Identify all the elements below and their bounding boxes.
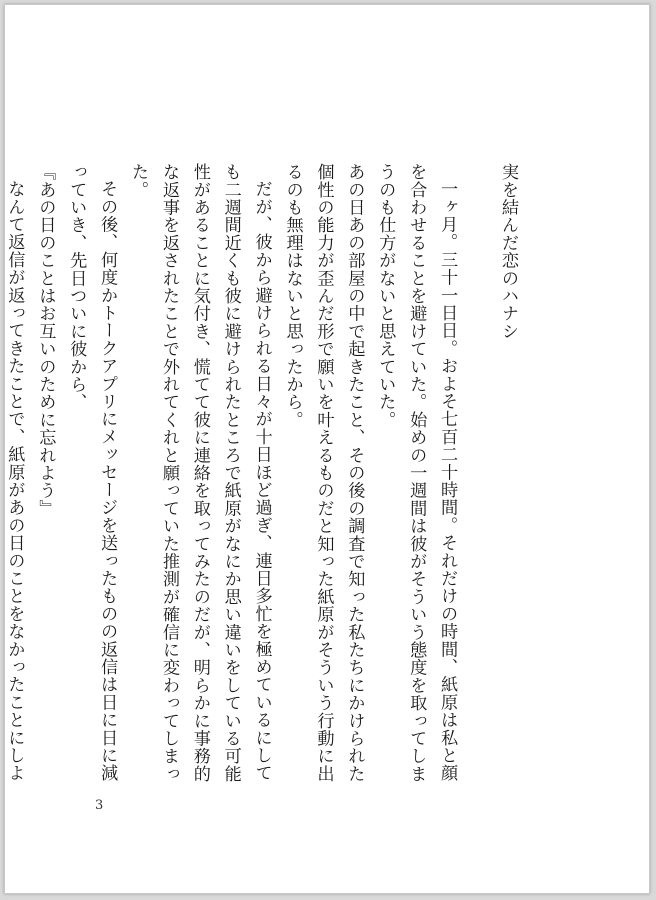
paragraph-2: あの日あの部屋の中で起きたこと、その後の調査で知った私たちにかけられた個性の能力が歪んだ形で願いを叶えるものだと知った紙原がそういう行動に出るのも無理はないと思ったから。 [282,163,365,783]
chapter-title: 実を結んだ恋のハナシ [498,163,518,340]
page-number: 3 [95,798,104,813]
paragraph-6: なんて返信が返ってきたことで、紙原があの日のことをなかったことにしよ [4,180,25,782]
paragraph-1: 一ヶ月。三十一日日。およそ七百二十時間。それだけの時間、紙原は私と顔を合わせることを避けていた。始めの一週間は彼がそういう態度を取ってしまうのも仕方がないと思えていた。 [375,163,458,783]
vertical-text-body [0,163,523,783]
paragraph-3: だが、彼から避けられる日々が十日ほど過ぎ、連日多忙を極めているにしても二週間近くも彼に避けられたところで紙原がなにか思い違いをしている可能性があることに気付き、慌てて彼に連絡を取ってみたのだが、明らかに事務的な返事を返されたことで外れてくれと願っていた推測が確信に変わってしまった。 [128,163,272,783]
document-page [4,4,650,894]
paragraph-4: その後、何度かトークアプリにメッセージを送ったものの返信は日に日に減っていき、先日ついに彼から、 [66,163,118,782]
paragraph-quote: 『あの日のことはお互いのために忘れよう』 [35,163,56,517]
title-spacer [462,163,492,783]
